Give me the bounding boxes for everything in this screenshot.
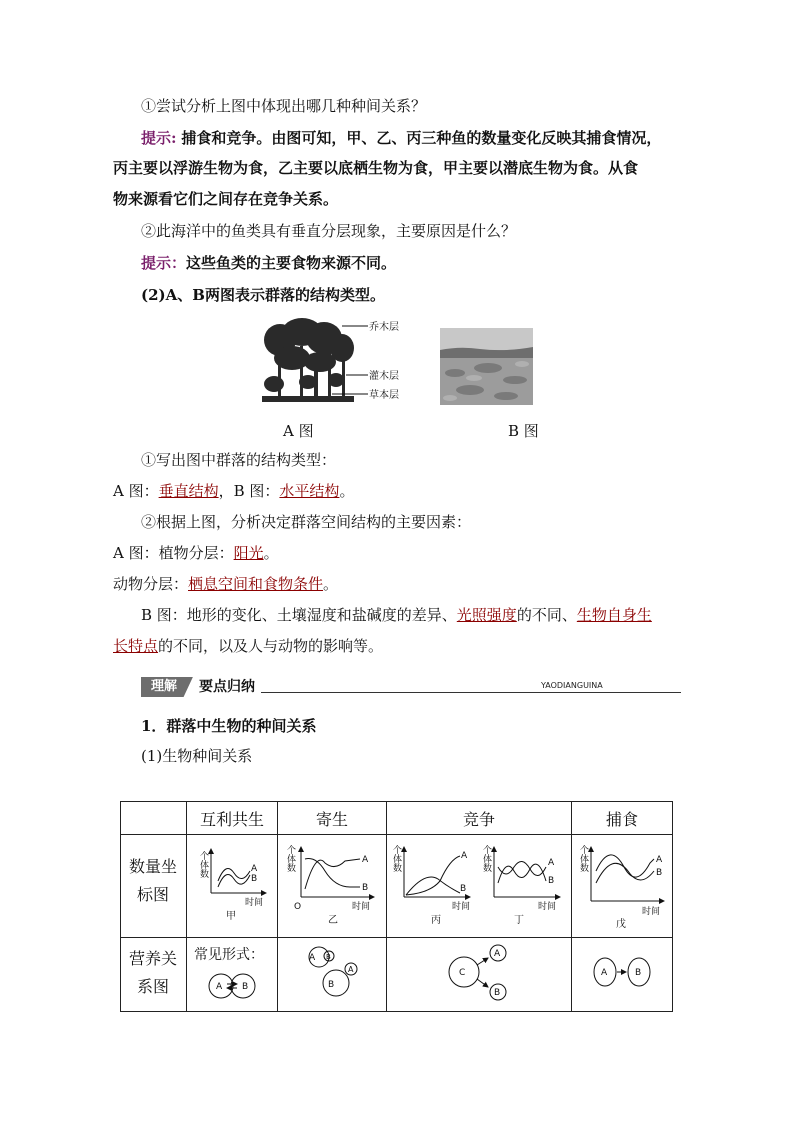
series-a-2: A	[362, 855, 369, 865]
answer-sunlight: 阳光	[233, 544, 264, 562]
trophic-parasitism	[309, 947, 357, 996]
graph-name-5: 戊	[616, 919, 626, 930]
hint-1-line-2: 丙主要以浮游生物为食，乙主要以底栖生物为食，甲主要以潜底生物为食。从食	[113, 159, 639, 177]
series-b-5: B	[656, 868, 663, 878]
trophic-predator-b: B	[635, 968, 642, 978]
b-figure-line-2	[113, 636, 383, 656]
trophic-competition	[449, 945, 506, 1000]
y-label-2a: 个	[287, 846, 297, 856]
question-3: ①写出图中群落的结构类型：	[141, 451, 337, 469]
y-label-4c: 数	[483, 864, 493, 874]
graph-predation	[580, 844, 664, 930]
series-a-3: A	[461, 851, 468, 861]
header-mutualism: 互利共生	[199, 810, 264, 829]
hint-2-line	[141, 253, 396, 273]
animal-layer-line	[113, 574, 338, 594]
series-b-4: B	[548, 876, 555, 886]
series-b-3: B	[460, 884, 467, 894]
series-b-1: B	[251, 874, 258, 884]
row-trophic-label-a: 营养关	[128, 949, 177, 968]
trophic-parasite-b-1: B	[326, 953, 331, 961]
row-graph-label-a: 数量坐	[128, 857, 177, 876]
y-label-5a: 个	[580, 846, 590, 856]
x-label-5: 时间	[642, 907, 661, 917]
trophic-parasite-b-2: B	[328, 980, 335, 990]
graph-competition-2	[483, 844, 560, 926]
banner-tag: 理解	[141, 677, 187, 697]
graph-name-3: 丙	[431, 915, 441, 926]
answer-growth-b: 长特点	[113, 637, 159, 655]
answer-structure-line	[113, 481, 354, 501]
graph-name-4: 丁	[514, 915, 524, 926]
graph-mutualism	[200, 849, 266, 922]
layer-shrub-label: 灌木层	[369, 371, 399, 382]
y-label-4a: 个	[483, 846, 493, 856]
layer-tree-label: 乔木层	[369, 322, 399, 333]
answer-horizontal: 水平结构	[279, 482, 340, 500]
animal-end: 。	[323, 575, 339, 593]
trophic-mutualism	[209, 974, 255, 998]
answer-growth-a: 生物自身生	[576, 606, 652, 624]
series-b-2: B	[362, 883, 369, 893]
graph-name-2: 乙	[328, 915, 338, 926]
origin-2: O	[294, 902, 302, 912]
y-label-2b: 体	[287, 855, 297, 865]
series-a-1: A	[251, 864, 258, 874]
figure-a-forest	[262, 318, 422, 408]
trophic-parasite-a-1: A	[309, 953, 316, 963]
trophic-compete-c: C	[459, 968, 466, 978]
trophic-mutual-a: A	[216, 982, 223, 992]
hint-1-line-3: 物来源看它们之间存在竞争关系。	[113, 190, 339, 208]
section-banner	[141, 677, 681, 699]
answer-habitat-food: 栖息空间和食物条件	[188, 575, 324, 593]
banner-title: 要点归纳	[199, 679, 255, 695]
x-label-2: 时间	[352, 902, 371, 912]
common-form-label: 常见形式：	[194, 947, 264, 963]
y-label-5c: 数	[580, 864, 590, 874]
row-graph-label-b: 标图	[136, 885, 169, 904]
relationship-table	[120, 801, 673, 1012]
series-a-4: A	[548, 858, 555, 868]
banner-rule	[261, 692, 681, 693]
y-label-1a: 个	[200, 852, 210, 862]
trophic-parasite-a-2: A	[348, 965, 354, 974]
b-figure-line-1	[141, 605, 652, 625]
header-parasitism: 寄生	[315, 810, 348, 829]
figure-b-grassland	[440, 328, 533, 405]
header-predation: 捕食	[605, 810, 638, 829]
y-label-4b: 体	[483, 855, 493, 865]
b-end: 。	[339, 482, 355, 500]
header-competition: 竞争	[462, 810, 495, 829]
bfig-mid: 的不同、	[516, 606, 577, 624]
hint-1-line-1	[141, 128, 661, 148]
plant-end: 。	[263, 544, 279, 562]
y-label-1b: 体	[200, 861, 210, 871]
answer-light-intensity: 光照强度	[456, 606, 517, 624]
graph-parasitism	[287, 844, 374, 926]
plant-layer-line	[113, 543, 279, 563]
item-2: (2)A、B两图表示群落的结构类型。	[141, 286, 385, 304]
figure-b-caption: B 图	[508, 422, 539, 440]
x-label-1: 时间	[245, 898, 264, 908]
y-label-3a: 个	[393, 846, 403, 856]
hint-2-label: 提示：	[141, 254, 187, 272]
bfig-label: B 图：地形的变化、土壤湿度和盐碱度的差异、	[141, 606, 457, 624]
trophic-predation	[594, 958, 650, 986]
section-heading: 1．群落中生物的种间关系	[141, 717, 317, 735]
trophic-compete-b: B	[494, 988, 501, 998]
series-a-5: A	[656, 855, 663, 865]
bfig-end: 的不同，以及人与动物的影响等。	[158, 637, 384, 655]
hint-1-text-a: 捕食和竞争。由图可知，甲、乙、丙三种鱼的数量变化反映其捕食情况，	[181, 129, 662, 147]
layer-herb-label: 草本层	[369, 390, 399, 401]
question-4: ②根据上图，分析决定群落空间结构的主要因素：	[141, 513, 472, 531]
trophic-compete-a: A	[494, 949, 501, 959]
x-label-4: 时间	[538, 902, 557, 912]
section-subheading: (1)生物种间关系	[141, 747, 253, 765]
graph-competition-1	[393, 844, 470, 926]
a-label: A 图：	[113, 482, 159, 500]
y-label-5b: 体	[580, 855, 590, 865]
question-1: ①尝试分析上图中体现出哪几种种间关系？	[141, 97, 427, 115]
animal-label: 动物分层：	[113, 575, 189, 593]
y-label-1c: 数	[200, 870, 210, 880]
y-label-3c: 数	[393, 864, 403, 874]
answer-vertical: 垂直结构	[158, 482, 219, 500]
banner-pinyin: YAODIANGUINA	[541, 681, 603, 690]
trophic-mutual-b: B	[242, 982, 249, 992]
plant-label: A 图：植物分层：	[113, 544, 234, 562]
trophic-prey-a: A	[601, 968, 608, 978]
y-label-3b: 体	[393, 855, 403, 865]
hint-2-text: 这些鱼类的主要食物来源不同。	[186, 254, 397, 272]
table-graphics	[120, 801, 673, 1012]
figure-a-caption: A 图	[283, 422, 314, 440]
question-2: ②此海洋中的鱼类具有垂直分层现象，主要原因是什么？	[141, 222, 517, 240]
row-trophic-label-b: 系图	[136, 977, 169, 996]
hint-label: 提示:	[141, 129, 177, 147]
y-label-2c: 数	[287, 864, 297, 874]
graph-name-1: 甲	[226, 911, 236, 922]
x-label-3: 时间	[452, 902, 471, 912]
b-label: ，B 图：	[218, 482, 280, 500]
